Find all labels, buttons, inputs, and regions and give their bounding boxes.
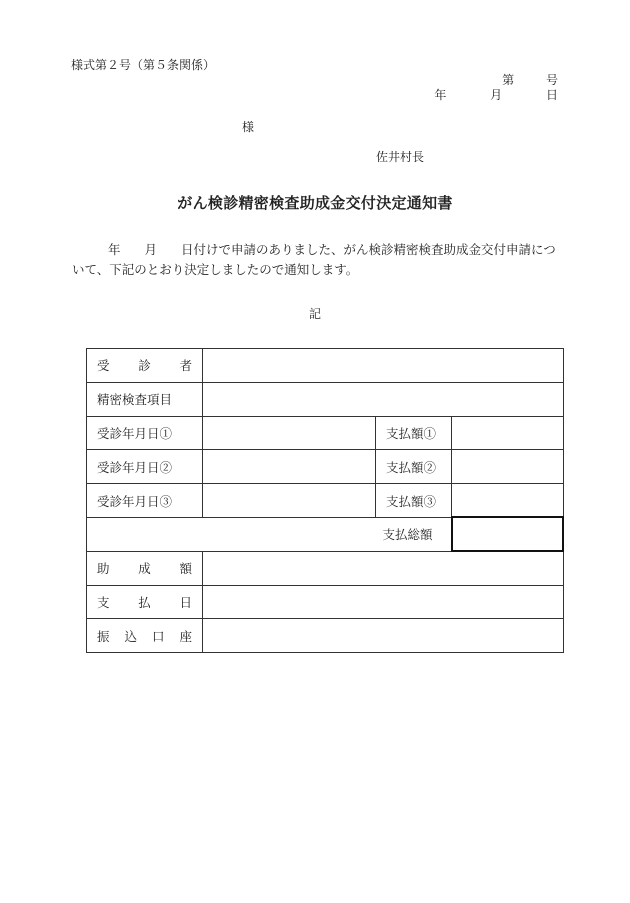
table-row xyxy=(87,382,564,416)
test-item-value[interactable] xyxy=(203,382,564,416)
visit-date-3-value[interactable] xyxy=(203,484,376,518)
issuer: 佐井村長 xyxy=(376,150,425,164)
total-payment-value[interactable] xyxy=(452,517,564,551)
body-text: 日付けで申請のありました、がん検診精密検査助成金交付申請について、下記のとおり決定しましたので通知します。 xyxy=(72,242,556,277)
payment-date-value[interactable] xyxy=(203,585,564,619)
visit-date-1-value[interactable] xyxy=(203,416,376,450)
visit-date-2-label: 受診年月日② xyxy=(87,450,203,484)
table-row xyxy=(87,585,564,619)
test-item-label: 精密検査項目 xyxy=(87,382,203,416)
payment-2-value[interactable] xyxy=(452,450,564,484)
bank-account-value[interactable] xyxy=(203,619,564,653)
visit-date-2-value[interactable] xyxy=(203,450,376,484)
body-month: 月 xyxy=(144,242,158,257)
patient-value[interactable] xyxy=(203,349,564,383)
ki-heading: 記 xyxy=(308,307,321,321)
visit-date-1-label: 受診年月日① xyxy=(87,416,203,450)
addressee-suffix: 様 xyxy=(242,120,255,134)
form-number: 様式第２号（第５条関係） xyxy=(71,58,216,72)
payment-3-label: 支払額③ xyxy=(376,484,452,518)
payment-3-value[interactable] xyxy=(452,484,564,518)
payment-2-label: 支払額② xyxy=(376,450,452,484)
patient-label: 受 診 者 xyxy=(87,349,203,383)
document-title: がん検診精密検査助成金交付決定通知書 xyxy=(177,194,453,212)
total-payment-label: 支払総額 xyxy=(87,517,452,551)
document-number: 第 号 xyxy=(502,73,558,87)
body-year: 年 xyxy=(108,242,121,257)
bank-account-label: 振 込 口 座 xyxy=(87,619,203,653)
visit-date-3-label: 受診年月日③ xyxy=(87,484,203,518)
table-row xyxy=(87,416,564,450)
table-row xyxy=(87,349,564,383)
payment-1-value[interactable] xyxy=(452,416,564,450)
payment-1-label: 支払額① xyxy=(376,416,452,450)
table-row xyxy=(87,551,564,585)
grant-amount-value[interactable] xyxy=(203,551,564,585)
details-table xyxy=(86,348,564,653)
table-row xyxy=(87,517,564,551)
payment-date-label: 支 払 日 xyxy=(87,585,203,619)
table-row xyxy=(87,619,564,653)
body-paragraph xyxy=(72,240,564,280)
table-row xyxy=(87,484,564,518)
grant-amount-label: 助 成 額 xyxy=(87,551,203,585)
document-date: 年 月 日 xyxy=(434,88,558,102)
table-row xyxy=(87,450,564,484)
